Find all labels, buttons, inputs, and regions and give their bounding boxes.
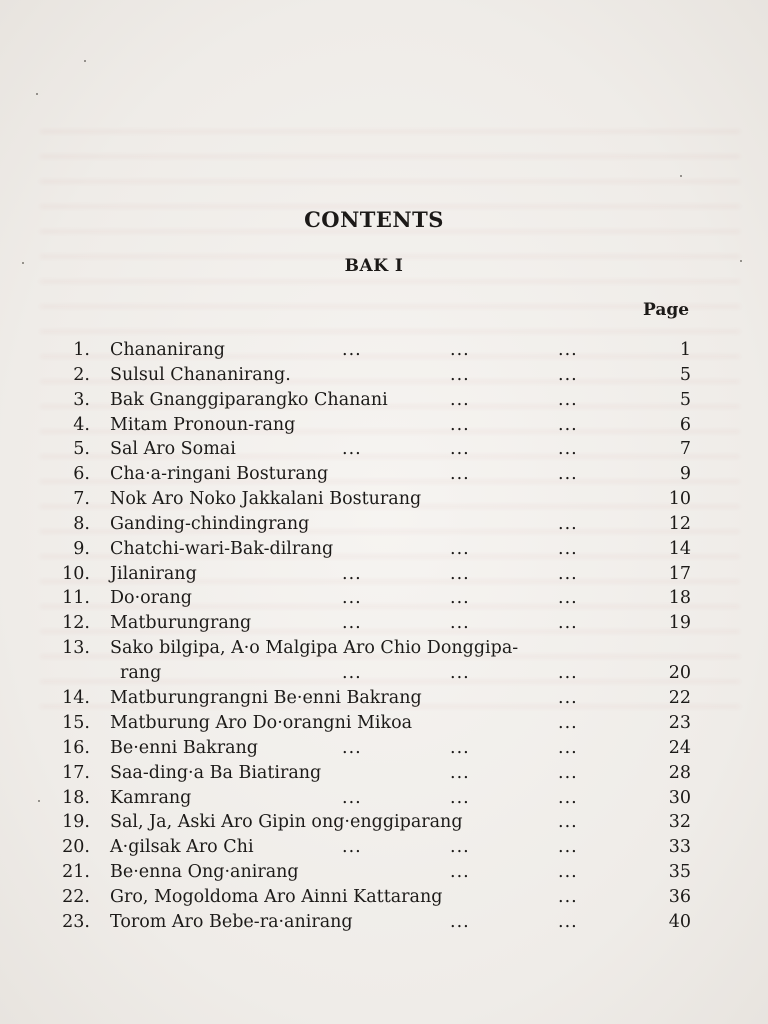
leader-dots: ... <box>342 439 362 460</box>
leader-dots: ... <box>558 563 578 584</box>
toc-entry <box>0 388 768 413</box>
leader-dots: ... <box>450 862 470 883</box>
leader-dots: ... <box>450 389 470 410</box>
leader-dots: ... <box>558 464 578 485</box>
entry-title: Matburung Aro Do·orangni Mikoa <box>110 712 413 733</box>
entry-title: Be·enni Bakrang <box>110 737 259 758</box>
entry-title: Chananirang <box>110 340 225 360</box>
entry-title: Sal, Ja, Aski Aro Gipin ong·enggiparang <box>110 812 463 833</box>
paper-speck <box>84 60 86 62</box>
leader-dots: ... <box>450 911 470 932</box>
leader-dots: ... <box>558 737 578 758</box>
entry-title-continuation: rang <box>120 662 162 683</box>
entry-page-number: 5 <box>679 364 691 385</box>
leader-dots: ... <box>558 439 578 460</box>
entry-number: 2. <box>73 364 90 385</box>
entry-number: 15. <box>62 712 90 733</box>
toc-entry <box>0 686 768 711</box>
entry-title: Gro, Mogoldoma Aro Ainni Kattarang <box>110 886 443 907</box>
entry-title: Saa-ding·a Ba Biatirang <box>110 762 322 783</box>
leader-dots: ... <box>558 862 578 883</box>
entry-page-number: 9 <box>679 464 691 485</box>
entry-title: Torom Aro Bebe-ra·anirang <box>110 911 353 932</box>
leader-dots: ... <box>450 787 470 808</box>
toc-entry <box>0 462 768 487</box>
toc-entry <box>0 736 768 761</box>
toc-entry <box>0 487 768 512</box>
paper-speck <box>36 93 38 95</box>
entry-number: 11. <box>62 588 90 609</box>
leader-dots: ... <box>558 389 578 410</box>
entry-number: 16. <box>62 737 90 758</box>
toc-entry <box>0 413 768 438</box>
page-column-header: Page <box>643 300 690 320</box>
entry-page-number: 12 <box>668 513 691 534</box>
entry-number: 22. <box>62 886 90 907</box>
entry-title: Sal Aro Somai <box>110 439 236 460</box>
entry-title: Kamrang <box>110 787 192 808</box>
leader-dots: ... <box>450 762 470 783</box>
leader-dots: ... <box>342 563 362 584</box>
entry-page-number: 18 <box>668 588 691 609</box>
toc-entry <box>0 786 768 811</box>
leader-dots: ... <box>450 464 470 485</box>
entry-page-number: 22 <box>668 688 691 709</box>
table-of-contents <box>0 338 768 935</box>
entry-number: 19. <box>62 812 90 833</box>
entry-title: Matburungrangni Be·enni Bakrang <box>110 688 422 709</box>
leader-dots: ... <box>558 662 578 683</box>
entry-page-number: 30 <box>668 787 691 808</box>
toc-entry <box>0 810 768 835</box>
entry-number: 21. <box>62 862 90 883</box>
leader-dots: ... <box>558 837 578 858</box>
entry-title: Cha·a-ringani Bosturang <box>110 464 329 485</box>
entry-number: 8. <box>73 513 90 534</box>
entry-page-number: 14 <box>668 538 691 559</box>
entry-number: 23. <box>62 911 90 932</box>
entry-number: 3. <box>73 389 90 410</box>
entry-number: 1. <box>73 340 90 360</box>
leader-dots: ... <box>558 886 578 907</box>
entry-page-number: 10 <box>668 489 691 510</box>
entry-title: Bak Gnanggiparangko Chanani <box>110 389 388 410</box>
leader-dots: ... <box>558 688 578 709</box>
entry-page-number: 5 <box>679 389 691 410</box>
leader-dots: ... <box>450 563 470 584</box>
toc-entry <box>0 885 768 910</box>
leader-dots: ... <box>450 340 470 360</box>
toc-entry <box>0 363 768 388</box>
entry-title: Do·orang <box>110 588 192 609</box>
page-title: CONTENTS <box>304 207 444 232</box>
entry-title: Matburungrang <box>110 613 252 634</box>
toc-entry <box>0 636 768 686</box>
entry-title: Ganding-chindingrang <box>110 513 310 534</box>
leader-dots: ... <box>342 837 362 858</box>
leader-dots: ... <box>450 439 470 460</box>
entry-number: 14. <box>62 688 90 709</box>
entry-page-number: 28 <box>668 762 691 783</box>
leader-dots: ... <box>558 513 578 534</box>
leader-dots: ... <box>558 787 578 808</box>
leader-dots: ... <box>450 364 470 385</box>
toc-entry <box>0 338 768 363</box>
entry-page-number: 35 <box>668 862 691 883</box>
entry-title: A·gilsak Aro Chi <box>110 837 254 858</box>
entry-number: 18. <box>62 787 90 808</box>
toc-entry <box>0 611 768 636</box>
paper-speck <box>740 260 742 262</box>
toc-entry <box>0 835 768 860</box>
leader-dots: ... <box>558 762 578 783</box>
entry-page-number: 6 <box>679 414 691 435</box>
toc-entry <box>0 562 768 587</box>
leader-dots: ... <box>558 812 578 833</box>
entry-page-number: 7 <box>679 439 691 460</box>
entry-page-number: 17 <box>668 563 691 584</box>
toc-entry <box>0 761 768 786</box>
leader-dots: ... <box>558 364 578 385</box>
leader-dots: ... <box>342 737 362 758</box>
leader-dots: ... <box>450 588 470 609</box>
entry-title: Be·enna Ong·anirang <box>110 862 299 883</box>
entry-number: 20. <box>62 837 90 858</box>
entry-title: Chatchi-wari-Bak-dilrang <box>110 538 334 559</box>
toc-entry <box>0 537 768 562</box>
entry-number: 12. <box>62 613 90 634</box>
leader-dots: ... <box>342 613 362 634</box>
leader-dots: ... <box>342 588 362 609</box>
entry-title: Nok Aro Noko Jakkalani Bosturang <box>110 489 422 510</box>
leader-dots: ... <box>342 340 362 360</box>
leader-dots: ... <box>450 613 470 634</box>
entry-title: Sulsul Chananirang. <box>110 364 291 385</box>
leader-dots: ... <box>558 911 578 932</box>
entry-page-number: 33 <box>668 837 691 858</box>
entry-number: 9. <box>73 538 90 559</box>
section-title: BAK I <box>344 256 404 276</box>
entry-title: Mitam Pronoun-rang <box>110 414 296 435</box>
entry-title: Sako bilgipa, A·o Malgipa Aro Chio Donggipa- <box>110 638 519 659</box>
entry-number: 4. <box>73 414 90 435</box>
entry-number: 7. <box>73 489 90 510</box>
leader-dots: ... <box>342 662 362 683</box>
toc-entry <box>0 512 768 537</box>
leader-dots: ... <box>450 414 470 435</box>
toc-entry <box>0 860 768 885</box>
leader-dots: ... <box>450 538 470 559</box>
paper-speck <box>22 262 24 264</box>
leader-dots: ... <box>450 662 470 683</box>
toc-entry <box>0 586 768 611</box>
paper-speck <box>38 800 40 802</box>
entry-page-number: 23 <box>668 712 691 733</box>
leader-dots: ... <box>558 712 578 733</box>
entry-page-number: 24 <box>668 737 691 758</box>
entry-title: Jilanirang <box>110 563 197 584</box>
leader-dots: ... <box>558 414 578 435</box>
entry-page-number: 32 <box>668 812 691 833</box>
entry-number: 6. <box>73 464 90 485</box>
leader-dots: ... <box>450 837 470 858</box>
leader-dots: ... <box>558 538 578 559</box>
leader-dots: ... <box>450 737 470 758</box>
toc-entry <box>0 437 768 462</box>
entry-number: 10. <box>62 563 90 584</box>
paper-speck <box>680 175 682 177</box>
entry-number: 13. <box>62 638 90 659</box>
entry-page-number: 40 <box>668 911 691 932</box>
entry-page-number: 1 <box>679 340 691 360</box>
toc-entry <box>0 910 768 935</box>
leader-dots: ... <box>558 340 578 360</box>
entry-page-number: 19 <box>668 613 691 634</box>
leader-dots: ... <box>558 613 578 634</box>
leader-dots: ... <box>342 787 362 808</box>
toc-entry <box>0 711 768 736</box>
entry-page-number: 20 <box>668 662 691 683</box>
leader-dots: ... <box>558 588 578 609</box>
entry-page-number: 36 <box>668 886 691 907</box>
entry-number: 5. <box>73 439 90 460</box>
entry-number: 17. <box>62 762 90 783</box>
